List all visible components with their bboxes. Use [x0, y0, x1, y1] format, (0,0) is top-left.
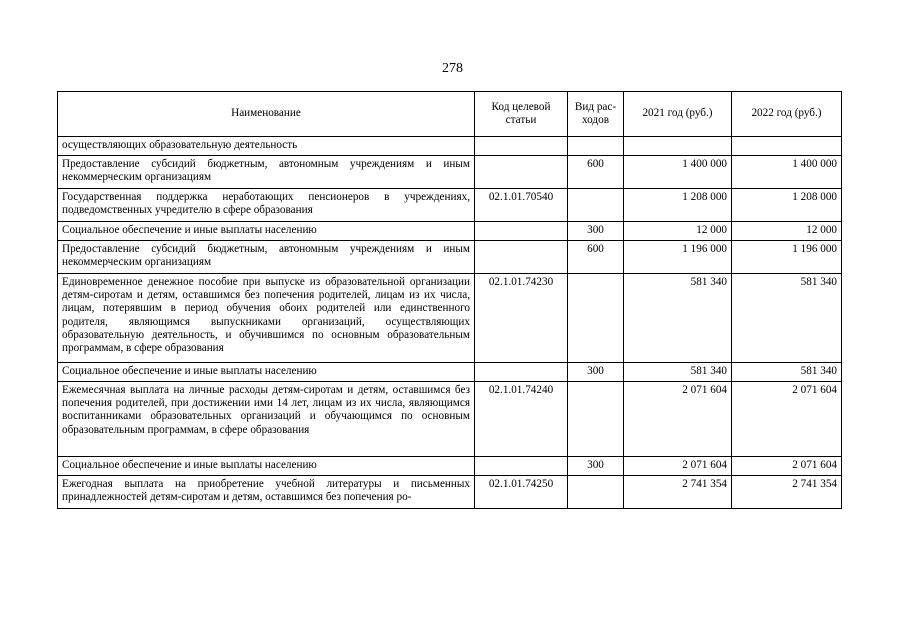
row-2022	[732, 137, 842, 156]
row-type	[568, 382, 624, 457]
row-type: 600	[568, 241, 624, 274]
header-2022: 2022 год (руб.)	[732, 92, 842, 137]
row-type	[568, 274, 624, 363]
row-2021: 1 400 000	[624, 156, 732, 189]
row-name: Социальное обеспечение и иные выплаты населению	[58, 363, 475, 382]
header-type: Вид рас- ходов	[568, 92, 624, 137]
header-2021: 2021 год (руб.)	[624, 92, 732, 137]
row-type: 300	[568, 222, 624, 241]
row-code	[475, 363, 568, 382]
table-row	[58, 241, 842, 274]
row-2021: 2 741 354	[624, 476, 732, 509]
row-2022: 12 000	[732, 222, 842, 241]
table-row	[58, 274, 842, 363]
row-code	[475, 222, 568, 241]
row-code	[475, 156, 568, 189]
budget-table	[57, 91, 842, 509]
page-number: 278	[442, 61, 463, 76]
table-row	[58, 189, 842, 222]
row-2021: 581 340	[624, 363, 732, 382]
header-name: Наименование	[58, 92, 475, 137]
table-row	[58, 363, 842, 382]
table-row	[58, 476, 842, 509]
row-type	[568, 476, 624, 509]
row-code: 02.1.01.70540	[475, 189, 568, 222]
row-name: осуществляющих образовательную деятельность	[58, 137, 475, 156]
row-2021: 1 208 000	[624, 189, 732, 222]
row-2022: 1 208 000	[732, 189, 842, 222]
row-2022: 581 340	[732, 363, 842, 382]
row-code	[475, 241, 568, 274]
row-2022: 1 400 000	[732, 156, 842, 189]
row-2022: 2 741 354	[732, 476, 842, 509]
header-code: Код целевой статьи	[475, 92, 568, 137]
table-row	[58, 457, 842, 476]
row-2021: 12 000	[624, 222, 732, 241]
row-name: Социальное обеспечение и иные выплаты населению	[58, 457, 475, 476]
row-code: 02.1.01.74240	[475, 382, 568, 457]
table-row	[58, 382, 842, 457]
row-code: 02.1.01.74230	[475, 274, 568, 363]
row-name: Государственная поддержка неработающих пенсионеров в учреждениях, подведомственных учредителю в сфере образования	[58, 189, 475, 222]
row-2022: 2 071 604	[732, 382, 842, 457]
row-2022: 2 071 604	[732, 457, 842, 476]
row-type: 300	[568, 457, 624, 476]
row-2021: 2 071 604	[624, 457, 732, 476]
row-code	[475, 457, 568, 476]
row-type	[568, 189, 624, 222]
row-2021: 1 196 000	[624, 241, 732, 274]
row-2021: 581 340	[624, 274, 732, 363]
row-name: Единовременное денежное пособие при выпуске из образовательной организации детям-сиротам и детям, оставшимся без попечения родителей, лицам из их числа, лицам, потерявшим в период обучения обоих родителей или единственного родителя, являющимся выпускниками организаций, осуществляющих образовательную деятельность, и обучившимся по основным образовательным программам, в сфере образования	[58, 274, 475, 363]
row-2021	[624, 137, 732, 156]
row-name: Предоставление субсидий бюджетным, автономным учреждениям и иным некоммерческим организациям	[58, 241, 475, 274]
row-type	[568, 137, 624, 156]
row-type: 600	[568, 156, 624, 189]
table-row	[58, 156, 842, 189]
row-type: 300	[568, 363, 624, 382]
row-2022: 1 196 000	[732, 241, 842, 274]
row-name: Предоставление субсидий бюджетным, автономным учреждениям и иным некоммерческим организациям	[58, 156, 475, 189]
row-code	[475, 137, 568, 156]
table-header-row	[58, 92, 842, 137]
row-name: Ежегодная выплата на приобретение учебной литературы и письменных принадлежностей детям-сиротам и детям, оставшимся без попечения ро-	[58, 476, 475, 509]
row-name: Социальное обеспечение и иные выплаты населению	[58, 222, 475, 241]
row-name: Ежемесячная выплата на личные расходы детям-сиротам и детям, оставшимся без попечения родителей, при достижении ими 14 лет, лицам из их числа, являющимся воспитанниками образовательных организаций и обучающимся по основным образовательным программам, в сфере образования	[58, 382, 475, 457]
table-row	[58, 137, 842, 156]
table-row	[58, 222, 842, 241]
row-2022: 581 340	[732, 274, 842, 363]
row-code: 02.1.01.74250	[475, 476, 568, 509]
row-2021: 2 071 604	[624, 382, 732, 457]
